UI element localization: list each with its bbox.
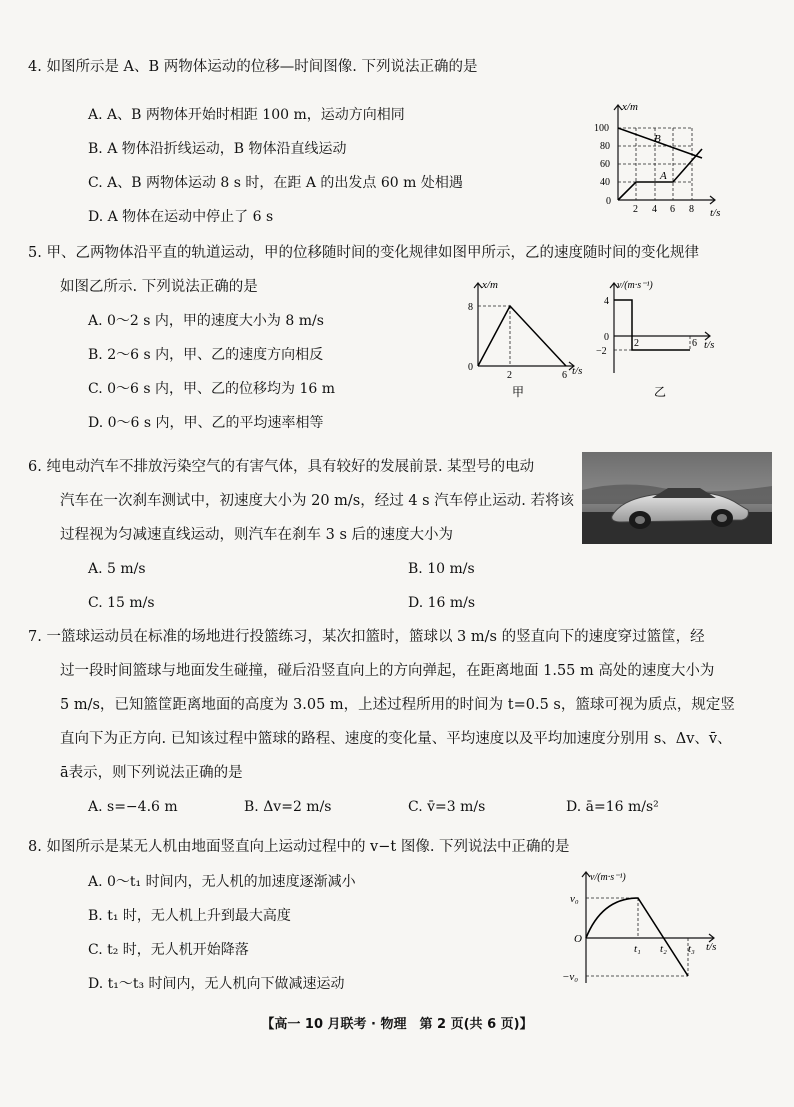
q5-yi-origin: 0 — [604, 332, 609, 343]
q6-option-b: B. 10 m/s — [408, 561, 475, 577]
q6-option-a: A. 5 m/s — [88, 561, 146, 577]
q8-xlabel: t/s — [706, 941, 717, 953]
q7-option-b: B. Δv=2 m/s — [244, 799, 332, 815]
q7-line2: 过一段时间篮球与地面发生碰撞，碰后沿竖直向上的方向弹起，在距离地面 1.55 m 高处的速度大小为 — [60, 663, 715, 679]
q5-yi-ym2: −2 — [596, 346, 607, 357]
q4-ylabel: x/m — [622, 101, 638, 113]
q7-line1: 7. 一篮球运动员在标准的场地进行投篮练习，某次扣篮时，篮球以 3 m/s 的竖直向下的速度穿过篮筐，经 — [28, 629, 705, 645]
q4-option-c: C. A、B 两物体运动 8 s 时，在距 A 的出发点 60 m 处相遇 — [88, 175, 463, 191]
q5-jia-y8: 8 — [468, 302, 473, 313]
q4-xtick-6: 6 — [670, 204, 675, 215]
q7-option-d: D. ā=16 m/s² — [566, 799, 659, 815]
q5-jia-xlabel: t/s — [572, 365, 583, 377]
q5-option-d: D. 0～6 s 内，甲、乙的平均速率相等 — [88, 415, 324, 431]
q5-jia-origin: 0 — [468, 362, 473, 373]
q6-line1: 6. 纯电动汽车不排放污染空气的有害气体，具有较好的发展前景. 某型号的电动 — [28, 459, 535, 475]
q8-option-d: D. t₁～t₃ 时间内，无人机向下做减速运动 — [88, 976, 345, 992]
q7-line4: 直向下为正方向. 已知该过程中篮球的路程、速度的变化量、平均速度以及平均加速度分别用 s、Δv、v̄、 — [60, 731, 732, 747]
q5-yi-y4: 4 — [604, 296, 609, 307]
q4-label-a: A — [660, 170, 667, 182]
q5-stem-line2: 如图乙所示. 下列说法正确的是 — [60, 279, 258, 295]
q8-option-c: C. t₂ 时，无人机开始降落 — [88, 942, 249, 958]
q8-option-b: B. t₁ 时，无人机上升到最大高度 — [88, 908, 291, 924]
q5-yi-xlabel: t/s — [704, 339, 715, 351]
q4-ytick-80: 80 — [600, 141, 610, 152]
q5-yi-caption: 乙 — [654, 385, 667, 399]
q7-option-c: C. v̄=3 m/s — [408, 799, 486, 815]
q4-option-d: D. A 物体在运动中停止了 6 s — [88, 209, 274, 225]
page-footer: 【高一 10 月联考 · 物理 第 2 页(共 6 页)】 — [261, 1017, 533, 1032]
q8-t3: t₃ — [688, 943, 695, 955]
q8-vt-graph — [556, 868, 736, 986]
q7-line5: ā表示，则下列说法正确的是 — [60, 765, 243, 781]
q6-line2: 汽车在一次刹车测试中，初速度大小为 20 m/s，经过 4 s 汽车停止运动. 若将该 — [60, 493, 574, 509]
q5-yi-x2: 2 — [634, 338, 639, 349]
q5-jia-ylabel: x/m — [482, 279, 498, 291]
q5-jia-caption: 甲 — [512, 385, 525, 399]
q4-option-b: B. A 物体沿折线运动，B 物体沿直线运动 — [88, 141, 347, 157]
q4-ytick-60: 60 — [600, 159, 610, 170]
q7-line3: 5 m/s，已知篮筐距离地面的高度为 3.05 m，上述过程所用的时间为 t=0.5 s，篮球可视为质点，规定竖 — [60, 697, 735, 713]
q4-xtick-4: 4 — [652, 204, 657, 215]
q5-jia-x6: 6 — [562, 370, 567, 381]
q5-option-c: C. 0～6 s 内，甲、乙的位移均为 16 m — [88, 381, 336, 397]
q5-yi-x6: 6 — [692, 338, 697, 349]
q8-stem: 8. 如图所示是某无人机由地面竖直向上运动过程中的 v−t 图像. 下列说法中正确的是 — [28, 839, 570, 855]
q4-label-b: B — [654, 133, 661, 145]
q5-stem-line1: 5. 甲、乙两物体沿平直的轨道运动，甲的位移随时间的变化规律如图甲所示，乙的速度随时间的变化规律 — [28, 245, 699, 261]
q6-option-c: C. 15 m/s — [88, 595, 155, 611]
q4-xtick-2: 2 — [633, 204, 638, 215]
q4-stem: 4. 如图所示是 A、B 两物体运动的位移—时间图像. 下列说法正确的是 — [28, 59, 478, 75]
q4-xlabel: t/s — [710, 207, 721, 219]
q5-jia-x2: 2 — [507, 370, 512, 381]
q5-yi-ylabel: v/(m·s⁻¹) — [617, 280, 653, 291]
q5-graph-jia — [462, 278, 592, 398]
q8-t1: t₁ — [634, 943, 641, 955]
q5-option-a: A. 0～2 s 内，甲的速度大小为 8 m/s — [88, 313, 324, 329]
q8-mv0: −v₀ — [562, 971, 579, 983]
q4-option-a: A. A、B 两物体开始时相距 100 m，运动方向相同 — [88, 107, 405, 123]
q6-option-d: D. 16 m/s — [408, 595, 476, 611]
q8-origin: O — [574, 933, 582, 945]
q8-v0: v₀ — [570, 893, 579, 905]
q4-ytick-40: 40 — [600, 177, 610, 188]
q4-ytick-0: 0 — [606, 196, 611, 207]
q8-t2: t₂ — [660, 943, 667, 955]
car-photo — [582, 452, 772, 544]
q8-option-a: A. 0～t₁ 时间内，无人机的加速度逐渐减小 — [88, 874, 356, 890]
q8-ylabel: v/(m·s⁻¹) — [590, 872, 626, 883]
q7-option-a: A. s=−4.6 m — [88, 799, 178, 815]
q4-xtick-8: 8 — [689, 204, 694, 215]
q4-xt-graph — [590, 100, 740, 220]
q4-ytick-100: 100 — [594, 123, 609, 134]
q6-line3: 过程视为匀减速直线运动，则汽车在刹车 3 s 后的速度大小为 — [60, 527, 453, 543]
q5-graph-yi — [592, 278, 732, 398]
q5-option-b: B. 2～6 s 内，甲、乙的速度方向相反 — [88, 347, 324, 363]
